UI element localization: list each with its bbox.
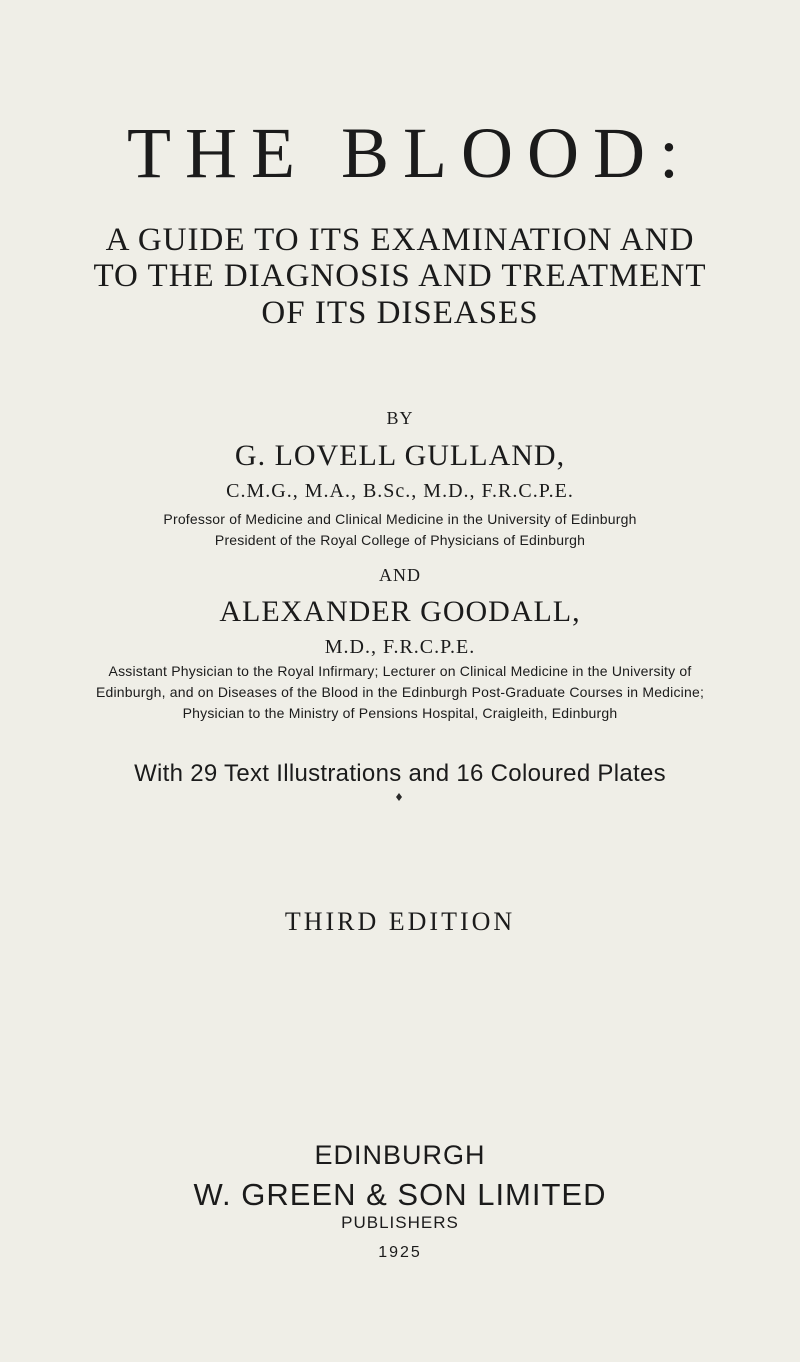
subtitle-line-3: OF ITS DISEASES: [261, 295, 539, 331]
author-1-role-line-2: President of the Royal College of Physicians of Edinburgh: [214, 532, 586, 548]
illustrations-note: With 29 Text Illustrations and 16 Coloured Plates: [134, 760, 666, 787]
imprint-publishers-label: PUBLISHERS: [341, 1213, 459, 1232]
author-2-role-line-2: Edinburgh, and on Diseases of the Blood in the Edinburgh Post-Graduate Courses in Medicine;: [95, 684, 705, 700]
imprint-publisher: W. GREEN & SON LIMITED: [193, 1177, 607, 1212]
edition-label: THIRD EDITION: [284, 907, 516, 936]
by-label: BY: [386, 408, 414, 428]
author-1-role-line-1: Professor of Medicine and Clinical Medicine in the University of Edinburgh: [163, 511, 637, 527]
imprint-year: 1925: [378, 1244, 422, 1261]
book-title: THE BLOOD:: [127, 113, 693, 193]
author-1-name: G. LOVELL GULLAND,: [234, 439, 566, 472]
author-2-role-line-1: Assistant Physician to the Royal Infirmary; Lecturer on Clinical Medicine in the University of: [108, 663, 692, 679]
author-2-name: ALEXANDER GOODALL,: [219, 595, 581, 628]
subtitle-line-2: TO THE DIAGNOSIS AND TREATMENT: [93, 258, 707, 294]
imprint-city: EDINBURGH: [314, 1140, 486, 1170]
author-1-qualifications: C.M.G., M.A., B.Sc., M.D., F.R.C.P.E.: [226, 480, 574, 502]
ornament-icon: [395, 793, 403, 801]
author-2-role-line-3: Physician to the Ministry of Pensions Hospital, Craigleith, Edinburgh: [182, 705, 618, 721]
subtitle-line-1: A GUIDE TO ITS EXAMINATION AND: [105, 222, 695, 258]
author-2-qualifications: M.D., F.R.C.P.E.: [324, 636, 476, 658]
and-label: AND: [379, 565, 421, 585]
